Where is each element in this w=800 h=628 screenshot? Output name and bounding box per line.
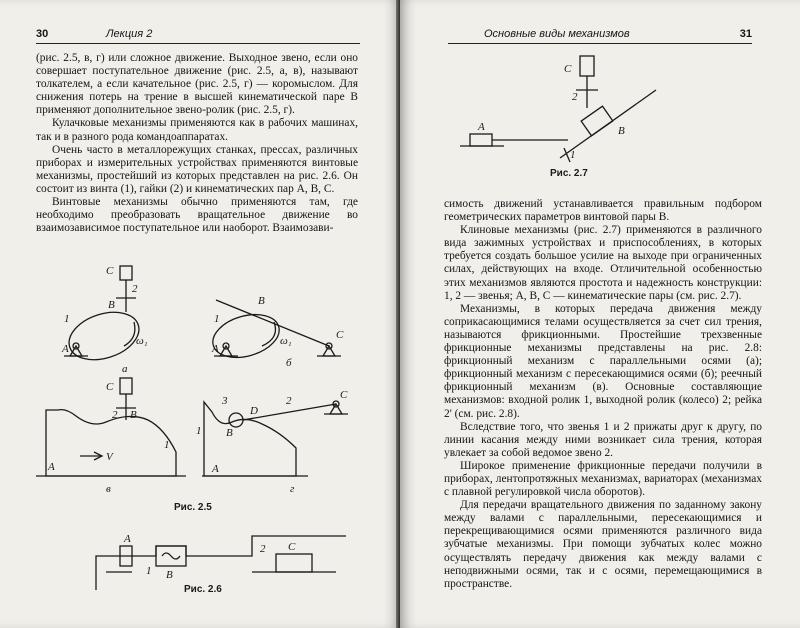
label-C-b: C [336, 329, 344, 341]
spring-box-C-27 [580, 56, 594, 76]
label-B-v: B [130, 409, 137, 421]
label-B-26: B [166, 569, 173, 581]
paragraph: Очень часто в металлорежущих станках, прессах, различных приборах и измерительных устройствах применяются винтовые механизмы, простейший из которых представлен на рис. 2.6. Он состоит из винта (1), гайки (2) и кинематических пар A, B, C. [36, 143, 358, 195]
translating-cam-v [46, 410, 176, 476]
right-running-header [448, 28, 752, 44]
label-1-26: 1 [146, 565, 152, 577]
label-A-27: A [478, 121, 485, 133]
figure-2-7-drawing [460, 50, 700, 182]
running-title-left: Лекция 2 [106, 28, 153, 40]
figure-2-7 [460, 50, 700, 182]
label-A-b: A [212, 343, 219, 355]
subfig-v: в [106, 483, 111, 495]
figure-2-6 [36, 524, 366, 604]
slider-B-27 [581, 106, 613, 136]
label-2-27: 2 [572, 91, 578, 103]
label-A-26: A [124, 533, 131, 545]
label-V-v: V [106, 451, 113, 463]
label-1-g: 1 [196, 425, 202, 437]
subfig-g: г [290, 483, 295, 495]
label-C-26: C [288, 541, 296, 553]
label-2-v: 2 [112, 409, 118, 421]
left-text-block [36, 52, 358, 235]
label-C-g: C [340, 389, 348, 401]
label-1-a: 1 [64, 313, 70, 325]
right-text-block [444, 198, 762, 591]
label-C-a: C [106, 265, 114, 277]
label-C-27: C [564, 63, 572, 75]
label-2-a: 2 [132, 283, 138, 295]
page-number-left: 30 [36, 28, 49, 40]
label-3-g: 3 [222, 395, 228, 407]
spring-box-a [120, 266, 132, 280]
paragraph: Кулачковые механизмы применяются как в рабочих машинах, так и в разного рода командоаппаратах. [36, 117, 358, 143]
paragraph: Винтовые механизмы обычно применяются там, где необходимо преобразовать вращательное движение во взаимозависимое поступательное или наоборот. Взаимозави- [36, 196, 358, 235]
caption-fig-2-5: Рис. 2.5 [174, 502, 212, 513]
label-C-v: C [106, 381, 114, 393]
paragraph: Механизмы, в которых передача движения между соприкасающимися телами осуществляется за счет сил трения, называются фрикционными. Простейшие трехзвенные фрикционные механизмы представлены на рис. 2.8: фрикционный механизм с параллельными осями (а); фрикционный механизм с пересекающимися осями (б); реечный фрикционный механизм (в). Основные составляющие механизмов: входной ролик 1, выходной ролик (колесо) 2; рейка 2' (см. рис. 2.8). [444, 302, 762, 420]
figure-2-5 [36, 252, 366, 517]
paragraph: Широкое применение фрикционные передачи получили в приборах, лентопротяжных механизмах, вариаторах (механизмах с плавной регулировкой числа оборотов). [444, 459, 762, 499]
slider-C [276, 554, 312, 572]
label-A-g: A [212, 463, 219, 475]
label-D-g: D [250, 405, 258, 417]
figure-2-6-drawing [36, 524, 366, 604]
label-1-27: 1 [570, 149, 576, 161]
paragraph: Для передачи вращательного движения по заданному закону между валами с параллельными, пересекающимися и перекрещивающимися осями применяются различного вида зубчатые механизмы. При помощи зубчатых колес можно осуществлять передачу движения как между валами с неподвижными осями, так и с осями, перемещающимися в пространстве. [444, 499, 762, 590]
caption-fig-2-6: Рис. 2.6 [184, 584, 222, 595]
left-running-header [36, 28, 360, 44]
label-B-g: B [226, 427, 233, 439]
label-2-g: 2 [286, 395, 292, 407]
label-2-26: 2 [260, 543, 266, 555]
label-1-b: 1 [214, 313, 220, 325]
right-page [400, 0, 800, 628]
page-number-right: 31 [739, 28, 752, 40]
subfig-b: б [286, 357, 292, 369]
label-A-a: A [62, 343, 69, 355]
label-B-27: B [618, 125, 625, 137]
subfig-a: а [122, 363, 128, 375]
spring-box-v [120, 378, 132, 394]
label-omega-a: ω₁ [136, 335, 148, 347]
figure-2-5-drawing [36, 252, 366, 517]
slider-A-27 [470, 134, 492, 146]
cam-a [63, 304, 145, 368]
label-omega-b: ω₁ [280, 335, 292, 347]
paragraph: симость движений устанавливается правильным подбором геометрических параметров винтовой пары B. [444, 198, 762, 224]
caption-fig-2-7: Рис. 2.7 [550, 168, 588, 179]
paragraph: Клиновые механизмы (рис. 2.7) применяются в различного вида зажимных устройствах и приспособлениях, в которых требуется создать большое усилие на выходе при ограниченных силах, действующих на входе. Отличительной особенностью этих механизмов являются простота и надежность конструкции: 1, 2 — звенья; A, B, C — кинематические пары (см. рис. 2.7). [444, 224, 762, 302]
label-1-v: 1 [164, 439, 170, 451]
paragraph: Вследствие того, что звенья 1 и 2 прижаты друг к другу, по линии касания между ними возникает сила трения, которая увлекает за собой ведомое звено 2. [444, 420, 762, 459]
paragraph: (рис. 2.5, в, г) или сложное движение. Выходное звено, если оно совершает поступательное движение (рис. 2.5, а, в), называют толкателем, а если качательное (рис. 2.5, г) — коромыслом. Для снижения потерь на трение в высшей кинематической паре B применяют дополнительное звено-ролик (рис. 2.5, г). [36, 52, 358, 117]
label-A-v: A [48, 461, 55, 473]
label-B-b: B [258, 295, 265, 307]
label-B-a: B [108, 299, 115, 311]
running-title-right: Основные виды механизмов [484, 28, 630, 40]
